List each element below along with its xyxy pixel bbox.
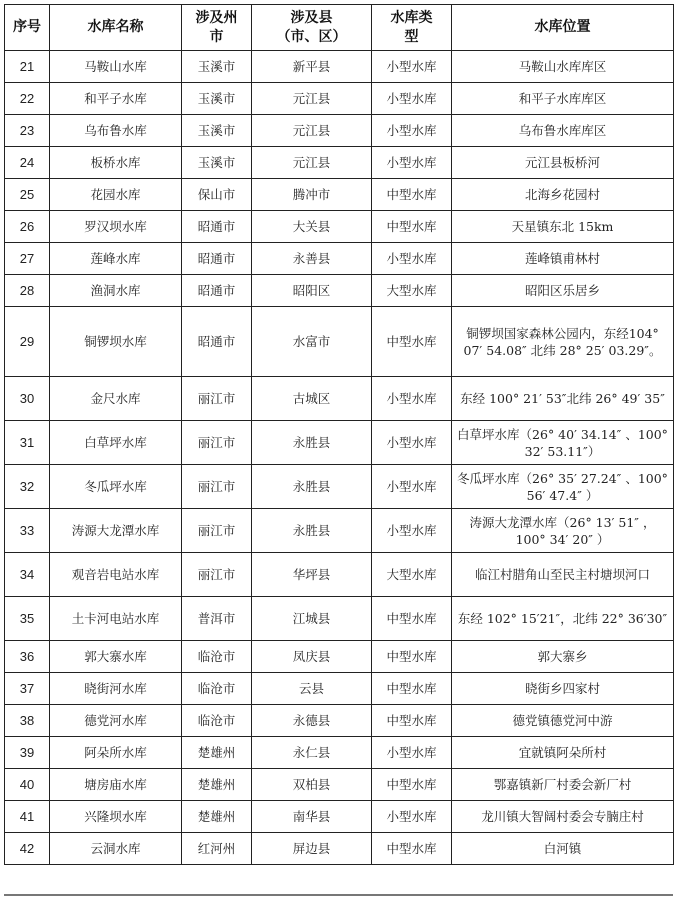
table-row	[5, 801, 674, 833]
row-city: 丽江市	[182, 509, 252, 553]
row-index: 27	[5, 243, 50, 275]
row-county: 华坪县	[252, 553, 372, 597]
row-county: 南华县	[252, 801, 372, 833]
row-city: 丽江市	[182, 465, 252, 509]
row-location: 元江县板桥河	[452, 147, 674, 179]
row-location: 龙川镇大智阔村委会专腩庄村	[452, 801, 674, 833]
row-type: 小型水库	[372, 115, 452, 147]
row-index: 42	[5, 833, 50, 865]
row-county: 凤庆县	[252, 641, 372, 673]
row-county: 古城区	[252, 377, 372, 421]
header-type: 水库类型	[372, 5, 452, 51]
row-county: 腾冲市	[252, 179, 372, 211]
row-index: 36	[5, 641, 50, 673]
row-name: 兴隆坝水库	[50, 801, 182, 833]
row-type: 中型水库	[372, 307, 452, 377]
row-county: 屏边县	[252, 833, 372, 865]
row-city: 玉溪市	[182, 115, 252, 147]
row-index: 29	[5, 307, 50, 377]
row-name: 乌布鲁水库	[50, 115, 182, 147]
table-row	[5, 769, 674, 801]
row-location: 东经 100° 21′ 53″北纬 26° 49′ 35″	[452, 377, 674, 421]
row-type: 小型水库	[372, 465, 452, 509]
table-row	[5, 115, 674, 147]
table-row	[5, 83, 674, 115]
table-row	[5, 737, 674, 769]
row-city: 丽江市	[182, 421, 252, 465]
table-row	[5, 421, 674, 465]
row-type: 中型水库	[372, 211, 452, 243]
row-city: 普洱市	[182, 597, 252, 641]
row-county: 永胜县	[252, 421, 372, 465]
table-body	[5, 51, 674, 865]
row-name: 渔洞水库	[50, 275, 182, 307]
row-location: 晓街乡四家村	[452, 673, 674, 705]
row-name: 花园水库	[50, 179, 182, 211]
row-type: 小型水库	[372, 147, 452, 179]
row-type: 小型水库	[372, 509, 452, 553]
row-type: 中型水库	[372, 769, 452, 801]
table-row	[5, 509, 674, 553]
table-row	[5, 641, 674, 673]
row-index: 39	[5, 737, 50, 769]
table-row	[5, 553, 674, 597]
table-row	[5, 211, 674, 243]
row-location: 天星镇东北 15km	[452, 211, 674, 243]
row-location: 郭大寨乡	[452, 641, 674, 673]
row-name: 土卡河电站水库	[50, 597, 182, 641]
row-name: 和平子水库	[50, 83, 182, 115]
row-location: 宜就镇阿朵所村	[452, 737, 674, 769]
row-name: 云洞水库	[50, 833, 182, 865]
row-county: 永德县	[252, 705, 372, 737]
row-county: 昭阳区	[252, 275, 372, 307]
row-index: 35	[5, 597, 50, 641]
row-city: 楚雄州	[182, 737, 252, 769]
row-index: 23	[5, 115, 50, 147]
row-index: 34	[5, 553, 50, 597]
row-location: 冬瓜坪水库（26° 35′ 27.24″ 、100° 56′ 47.4″ ）	[452, 465, 674, 509]
row-name: 罗汉坝水库	[50, 211, 182, 243]
row-name: 冬瓜坪水库	[50, 465, 182, 509]
row-type: 小型水库	[372, 801, 452, 833]
row-city: 丽江市	[182, 553, 252, 597]
row-county: 水富市	[252, 307, 372, 377]
row-county: 大关县	[252, 211, 372, 243]
row-location: 临江村腊角山至民主村塘坝河口	[452, 553, 674, 597]
table-row	[5, 377, 674, 421]
page-bottom-edge	[4, 894, 673, 896]
row-city: 昭通市	[182, 307, 252, 377]
row-name: 莲峰水库	[50, 243, 182, 275]
row-county: 元江县	[252, 147, 372, 179]
row-county: 新平县	[252, 51, 372, 83]
table-row	[5, 705, 674, 737]
row-name: 板桥水库	[50, 147, 182, 179]
row-type: 小型水库	[372, 377, 452, 421]
row-type: 大型水库	[372, 553, 452, 597]
row-index: 40	[5, 769, 50, 801]
row-location: 昭阳区乐居乡	[452, 275, 674, 307]
row-city: 保山市	[182, 179, 252, 211]
row-name: 涛源大龙潭水库	[50, 509, 182, 553]
row-index: 41	[5, 801, 50, 833]
row-index: 31	[5, 421, 50, 465]
row-city: 昭通市	[182, 211, 252, 243]
row-index: 24	[5, 147, 50, 179]
row-index: 38	[5, 705, 50, 737]
row-name: 郭大寨水库	[50, 641, 182, 673]
header-row	[5, 5, 674, 51]
row-county: 永仁县	[252, 737, 372, 769]
row-type: 小型水库	[372, 737, 452, 769]
row-index: 37	[5, 673, 50, 705]
row-name: 白草坪水库	[50, 421, 182, 465]
row-location: 白草坪水库（26° 40′ 34.14″ 、100° 32′ 53.11″）	[452, 421, 674, 465]
row-name: 铜锣坝水库	[50, 307, 182, 377]
row-type: 中型水库	[372, 673, 452, 705]
table-row	[5, 307, 674, 377]
row-city: 临沧市	[182, 705, 252, 737]
table-row	[5, 147, 674, 179]
row-name: 晓街河水库	[50, 673, 182, 705]
row-index: 21	[5, 51, 50, 83]
row-city: 昭通市	[182, 275, 252, 307]
table-row	[5, 179, 674, 211]
row-county: 双柏县	[252, 769, 372, 801]
row-city: 楚雄州	[182, 801, 252, 833]
row-location: 铜锣坝国家森林公园内，东经104° 07′ 54.08″ 北纬 28° 25′ 03.29″。	[452, 307, 674, 377]
table-row	[5, 51, 674, 83]
row-city: 临沧市	[182, 673, 252, 705]
row-type: 中型水库	[372, 179, 452, 211]
row-index: 22	[5, 83, 50, 115]
table-row	[5, 275, 674, 307]
header-location: 水库位置	[452, 5, 674, 51]
row-location: 德党镇德党河中游	[452, 705, 674, 737]
row-county: 元江县	[252, 115, 372, 147]
row-name: 金尺水库	[50, 377, 182, 421]
table-row	[5, 243, 674, 275]
header-county: 涉及县（市、区）	[252, 5, 372, 51]
row-type: 小型水库	[372, 243, 452, 275]
table-row	[5, 597, 674, 641]
row-location: 和平子水库库区	[452, 83, 674, 115]
row-location: 东经 102° 15′21″，北纬 22° 36′30″	[452, 597, 674, 641]
row-location: 莲峰镇甫林村	[452, 243, 674, 275]
row-type: 小型水库	[372, 421, 452, 465]
row-county: 元江县	[252, 83, 372, 115]
header-index: 序号	[5, 5, 50, 51]
row-index: 33	[5, 509, 50, 553]
row-location: 鄂嘉镇新厂村委会新厂村	[452, 769, 674, 801]
row-city: 红河州	[182, 833, 252, 865]
row-city: 临沧市	[182, 641, 252, 673]
table-row	[5, 465, 674, 509]
row-location: 白河镇	[452, 833, 674, 865]
row-name: 阿朵所水库	[50, 737, 182, 769]
row-index: 25	[5, 179, 50, 211]
row-type: 小型水库	[372, 83, 452, 115]
row-index: 32	[5, 465, 50, 509]
row-county: 永胜县	[252, 465, 372, 509]
row-index: 28	[5, 275, 50, 307]
row-type: 中型水库	[372, 641, 452, 673]
row-location: 马鞍山水库库区	[452, 51, 674, 83]
table-row	[5, 673, 674, 705]
row-city: 玉溪市	[182, 83, 252, 115]
row-county: 永胜县	[252, 509, 372, 553]
reservoir-document	[4, 4, 673, 896]
row-type: 小型水库	[372, 51, 452, 83]
row-city: 丽江市	[182, 377, 252, 421]
row-type: 大型水库	[372, 275, 452, 307]
row-name: 观音岩电站水库	[50, 553, 182, 597]
row-city: 玉溪市	[182, 147, 252, 179]
row-city: 昭通市	[182, 243, 252, 275]
row-location: 涛源大龙潭水库（26° 13′ 51″ ，100° 34′ 20″ ）	[452, 509, 674, 553]
row-type: 中型水库	[372, 833, 452, 865]
row-county: 江城县	[252, 597, 372, 641]
header-city: 涉及州市	[182, 5, 252, 51]
row-name: 德党河水库	[50, 705, 182, 737]
row-name: 马鞍山水库	[50, 51, 182, 83]
row-location: 北海乡花园村	[452, 179, 674, 211]
row-type: 中型水库	[372, 705, 452, 737]
header-name: 水库名称	[50, 5, 182, 51]
row-county: 永善县	[252, 243, 372, 275]
row-location: 乌布鲁水库库区	[452, 115, 674, 147]
row-city: 玉溪市	[182, 51, 252, 83]
row-name: 塘房庙水库	[50, 769, 182, 801]
row-type: 中型水库	[372, 597, 452, 641]
row-index: 30	[5, 377, 50, 421]
row-county: 云县	[252, 673, 372, 705]
table-row	[5, 833, 674, 865]
reservoir-table	[4, 4, 674, 865]
row-index: 26	[5, 211, 50, 243]
row-city: 楚雄州	[182, 769, 252, 801]
